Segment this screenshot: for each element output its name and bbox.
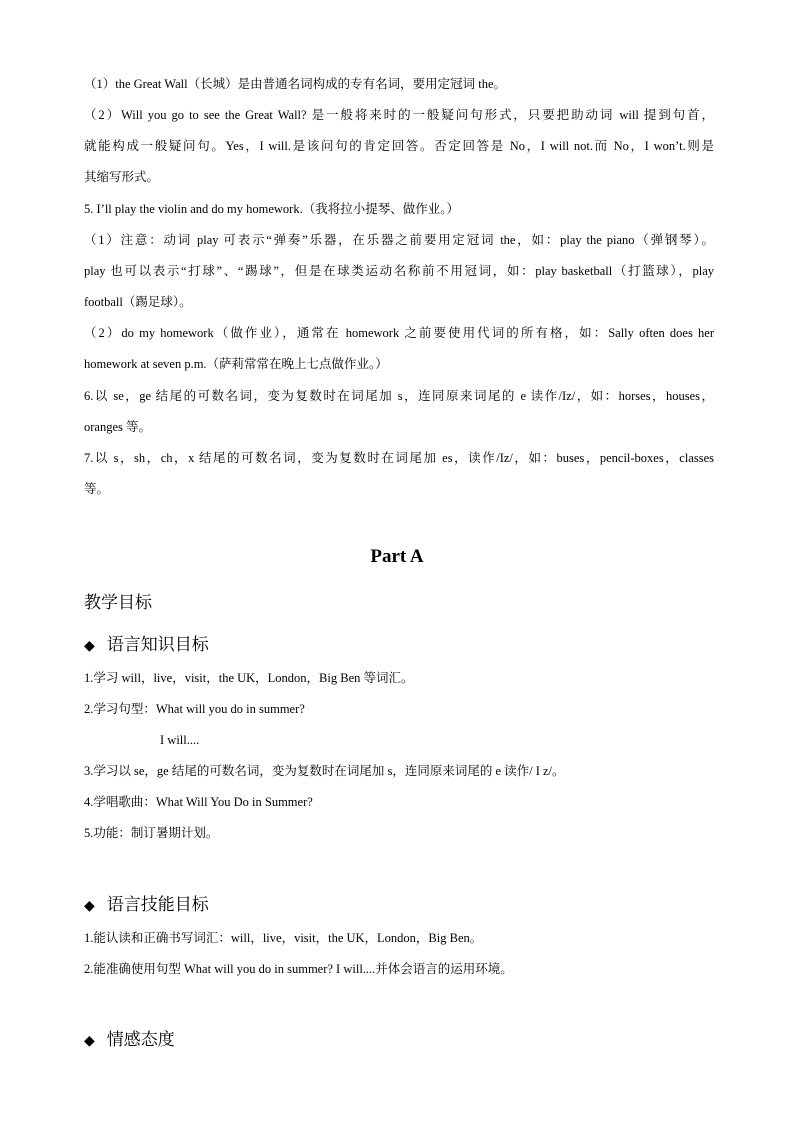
goals-heading: 教学目标 (84, 593, 152, 613)
attitude-heading-text: 情感态度 (106, 1030, 175, 1050)
note-6-line-1: 6.以 se，ge 结尾的可数名词，变为复数时在词尾加 s，连同原来词尾的 e 读作/Iz/，如：horses，houses， (84, 389, 714, 403)
note-2-line-2: 就能构成一般疑问句。Yes，I will.是该问句的肯定回答。否定回答是 No，I will not.而 No，I won’t.则是 (84, 139, 714, 153)
note-7-line-2: 等。 (84, 482, 110, 496)
knowledge-item-1: 1.学习 will，live，visit，the UK，London，Big Ben 等词汇。 (84, 671, 414, 685)
diamond-bullet-icon: ◆ (84, 638, 95, 654)
knowledge-item-5: 5.功能：制订暑期计划。 (84, 826, 219, 840)
diamond-bullet-icon: ◆ (84, 898, 95, 914)
note-6-line-2: oranges 等。 (84, 420, 151, 434)
note-5: 5. I’ll play the violin and do my homework.（我将拉小提琴、做作业。） (84, 202, 459, 216)
knowledge-item-2: 2.学习句型：What will you do in summer? (84, 702, 305, 716)
note-7-line-1: 7.以 s，sh，ch，x 结尾的可数名词，变为复数时在词尾加 es，读作/Iz/，如：buses，pencil-boxes，classes (84, 451, 714, 465)
knowledge-item-4: 4.学唱歌曲：What Will You Do in Summer? (84, 795, 313, 809)
knowledge-item-3: 3.学习以 se，ge 结尾的可数名词，变为复数时在词尾加 s，连同原来词尾的 e 读作/ I z/。 (84, 764, 565, 778)
note-5-1-line-2: play 也可以表示“打球”、“踢球”，但是在球类运动名称前不用冠词，如：play basketball（打篮球），play (84, 264, 714, 278)
knowledge-heading-text: 语言知识目标 (106, 635, 209, 655)
part-title: Part A (370, 546, 424, 567)
skills-item-2: 2.能准确使用句型 What will you do in summer? I will....并体会语言的运用环境。 (84, 962, 513, 976)
skills-heading (84, 890, 209, 915)
skills-item-1: 1.能认读和正确书写词汇：will，live，visit，the UK，London，Big Ben。 (84, 931, 483, 945)
note-2-line-1: （2）Will you go to see the Great Wall? 是一般将来时的一般疑问句形式，只要把助动词 will 提到句首， (84, 108, 714, 122)
knowledge-item-2-answer: I will.... (160, 733, 200, 747)
knowledge-heading (84, 630, 209, 655)
note-5-1-line-1: （1）注意：动词 play 可表示“弹奏”乐器，在乐器之前要用定冠词 the，如：play the piano（弹钢琴）。 (84, 233, 714, 247)
note-1: （1）the Great Wall（长城）是由普通名词构成的专有名词，要用定冠词 the。 (84, 77, 506, 91)
diamond-bullet-icon: ◆ (84, 1033, 95, 1049)
note-5-1-line-3: football（踢足球）。 (84, 295, 192, 309)
note-5-2-line-1: （2）do my homework（做作业），通常在 homework 之前要使用代词的所有格，如：Sally often does her (84, 326, 714, 340)
skills-heading-text: 语言技能目标 (106, 895, 209, 915)
attitude-heading (84, 1025, 175, 1050)
note-5-2-line-2: homework at seven p.m.（萨莉常常在晚上七点做作业。） (84, 357, 388, 371)
note-2-line-3: 其缩写形式。 (84, 170, 160, 184)
